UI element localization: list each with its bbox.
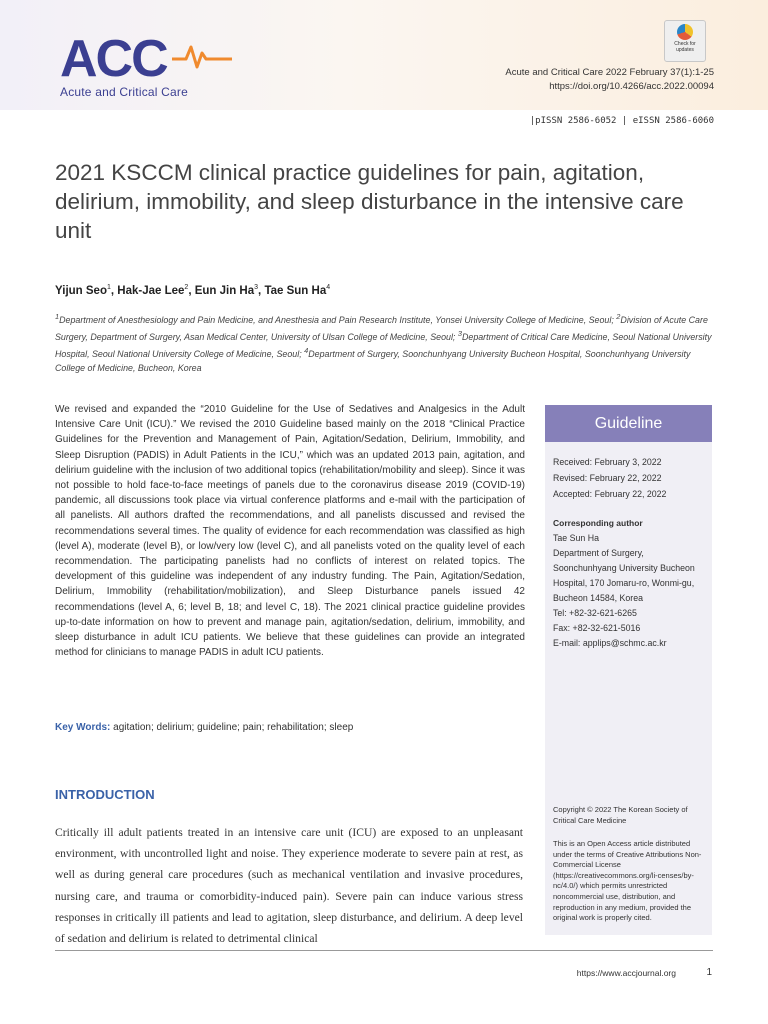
accepted-date: Accepted: February 22, 2022: [553, 489, 667, 499]
revised-date: Revised: February 22, 2022: [553, 473, 662, 483]
article-dates: [545, 442, 712, 502]
footer-divider: [55, 950, 713, 951]
author-sup: 1: [106, 284, 111, 291]
affil-sup: 4: [304, 345, 309, 355]
copyright-notice: Copyright © 2022 The Korean Society of Critical Care Medicine: [553, 805, 688, 825]
page-number: 1: [706, 967, 712, 978]
affiliation: Division of Acute Care Surgery, Department of Surgery, Asan Medical Center, University of Ulsan College of Medicine, Seoul;: [55, 314, 708, 342]
keywords: [55, 722, 353, 733]
author-name: Tae Sun Ha: [264, 284, 327, 297]
crossmark-icon: [677, 24, 693, 40]
article-title: 2021 KSCCM clinical practice guidelines for pain, agitation, delirium, immobility, and sleep disturbance in the intensive care unit: [55, 160, 684, 243]
corr-line: Bucheon 14584, Korea: [553, 593, 643, 603]
affiliation: Department of Critical Care Medicine, Seoul National University Hospital, Seoul National University College of Medicine, Seoul;: [55, 331, 712, 359]
heartbeat-icon: [172, 41, 242, 71]
citation: Acute and Critical Care 2022 February 37(1):1-25: [505, 67, 714, 78]
author-name: Yijun Seo: [55, 284, 107, 297]
journal-logo: [60, 30, 220, 99]
crossmark-label: Check for updates: [674, 41, 696, 53]
affil-sup: 3: [457, 328, 462, 338]
journal-info: [505, 66, 714, 94]
author-sup: 3: [254, 284, 259, 291]
author-list: Yijun Seo$^1$, Hak-Jae Lee$^2$, Eun Jin Ha$^3$, Tae Sun Ha$^4$: [55, 284, 331, 297]
keywords-list: agitation; delirium; guideline; pain; rehabilitation; sleep: [113, 722, 354, 733]
logo-text: ACC: [60, 30, 167, 88]
corresponding-author: [545, 502, 712, 651]
introduction-text: Critically ill adult patients treated in an intensive care unit (ICU) are exposed to an unpleasant environment, with uncontrolled light and noise. They experience moderate to severe pain at rest, as well as during general care procedures (such as mechanical ventilation and invasive procedures, nursing care, and trauma or comorbidity-induced pain). Severe pain can induce various stress responses in critically ill patients and lead to agitation, sleep disturbance, and delirium. A deep level of sedation and delirium is related to detrimental clinical: [55, 826, 523, 946]
corr-line: Hospital, 170 Jomaru-ro, Wonmi-gu,: [553, 578, 695, 588]
logo-subtitle: Acute and Critical Care: [60, 85, 188, 99]
corr-line: Tae Sun Ha: [553, 533, 599, 543]
license-notice: This is an Open Access article distributed under the terms of Creative Attributions Non-Commercial License (https://creativecommons.org/li-censes/by-nc/4.0/) which permits unrestricted noncommercial use, distribution, and reproduction in any medium, provided the original work is properly cited.: [553, 839, 702, 923]
issn: |pISSN 2586-6052 | eISSN 2586-6060: [529, 116, 714, 126]
check-for-updates-badge[interactable]: [664, 20, 706, 62]
footer-url[interactable]: https://www.accjournal.org: [576, 968, 676, 978]
affiliation: Department of Surgery, Soonchunhyang University Bucheon Hospital, Soonchunhyang University College of Medicine, Bucheon, Korea: [55, 348, 691, 373]
doi-link[interactable]: https://doi.org/10.4266/acc.2022.00094: [549, 81, 714, 92]
received-date: Received: February 3, 2022: [553, 457, 662, 467]
corr-line: Department of Surgery,: [553, 548, 644, 558]
corresponding-author-label: Corresponding author: [553, 518, 643, 528]
affiliation: Department of Anesthesiology and Pain Medicine, and Anesthesia and Pain Research Institute, Yonsei University College of Medicine, Seoul;: [59, 314, 617, 325]
author-name: Hak-Jae Lee: [117, 284, 185, 297]
corr-line: Tel: +82-32-621-6265: [553, 608, 637, 618]
author-sup: 2: [184, 284, 189, 291]
section-heading-introduction: INTRODUCTION: [55, 787, 155, 802]
corr-email[interactable]: E-mail: applips@schmc.ac.kr: [553, 638, 667, 648]
corr-line: Fax: +82-32-621-5016: [553, 623, 641, 633]
affil-sup: 1: [55, 312, 60, 321]
corr-line: Soonchunhyang University Bucheon: [553, 563, 695, 573]
article-type-banner: Guideline: [545, 405, 712, 442]
article-sidebar: [545, 405, 712, 935]
affil-sup: 2: [616, 312, 621, 321]
affiliations: [55, 310, 715, 375]
author-sup: 4: [326, 284, 331, 291]
author-name: Eun Jin Ha: [194, 284, 255, 297]
keywords-label: Key Words:: [55, 722, 111, 733]
abstract: We revised and expanded the “2010 Guideline for the Use of Sedatives and Analgesics in the Adult Intensive Care Unit (ICU).” We revised the 2010 Guideline based mainly on the 2018 “Clinical Practice Guidelines for the Prevention and Management of Pain, Agitation/Sedation, Delirium, Immobility, and Sleep Disruption (PADIS) in Adult Patients in the ICU,” which was an updated 2013 pain, agitation, and delirium guideline with the inclusion of two additional topics (rehabilitation/mobility and sleep). Since it was not possible to hold face-to-face meetings of panels due to the coronavirus disease 2019 (COVID-19) pandemic, all discussions took place via virtual conference platforms and e-mail with the participation of all panelists. All authors drafted the recommendations, and all panelists discussed and revised the recommendations several times. The quality of evidence for each recommendation was classified as high (level A), moderate (level B), or low/very low (level C), and all panelists voted on the quality level of each recommendation. The participating panelists had no conflicts of interest on related topics. The development of this guideline was independent of any industry funding. The Pain, Agitation/Sedation, Delirium, Immobility (rehabilitation/mobilization), and Sleep Disturbance panels issued 42 recommendations (level A, 6; level B, 18; and level C, 18). The 2021 clinical practice guideline provides up-to-date information on how to prevent and manage pain, agitation/sedation, delirium, immobility, and sleep disturbance in adult ICU patients. We believe that these guidelines can provide an integrated method for clinicians to manage PADIS in adult ICU patients.: [55, 404, 525, 659]
